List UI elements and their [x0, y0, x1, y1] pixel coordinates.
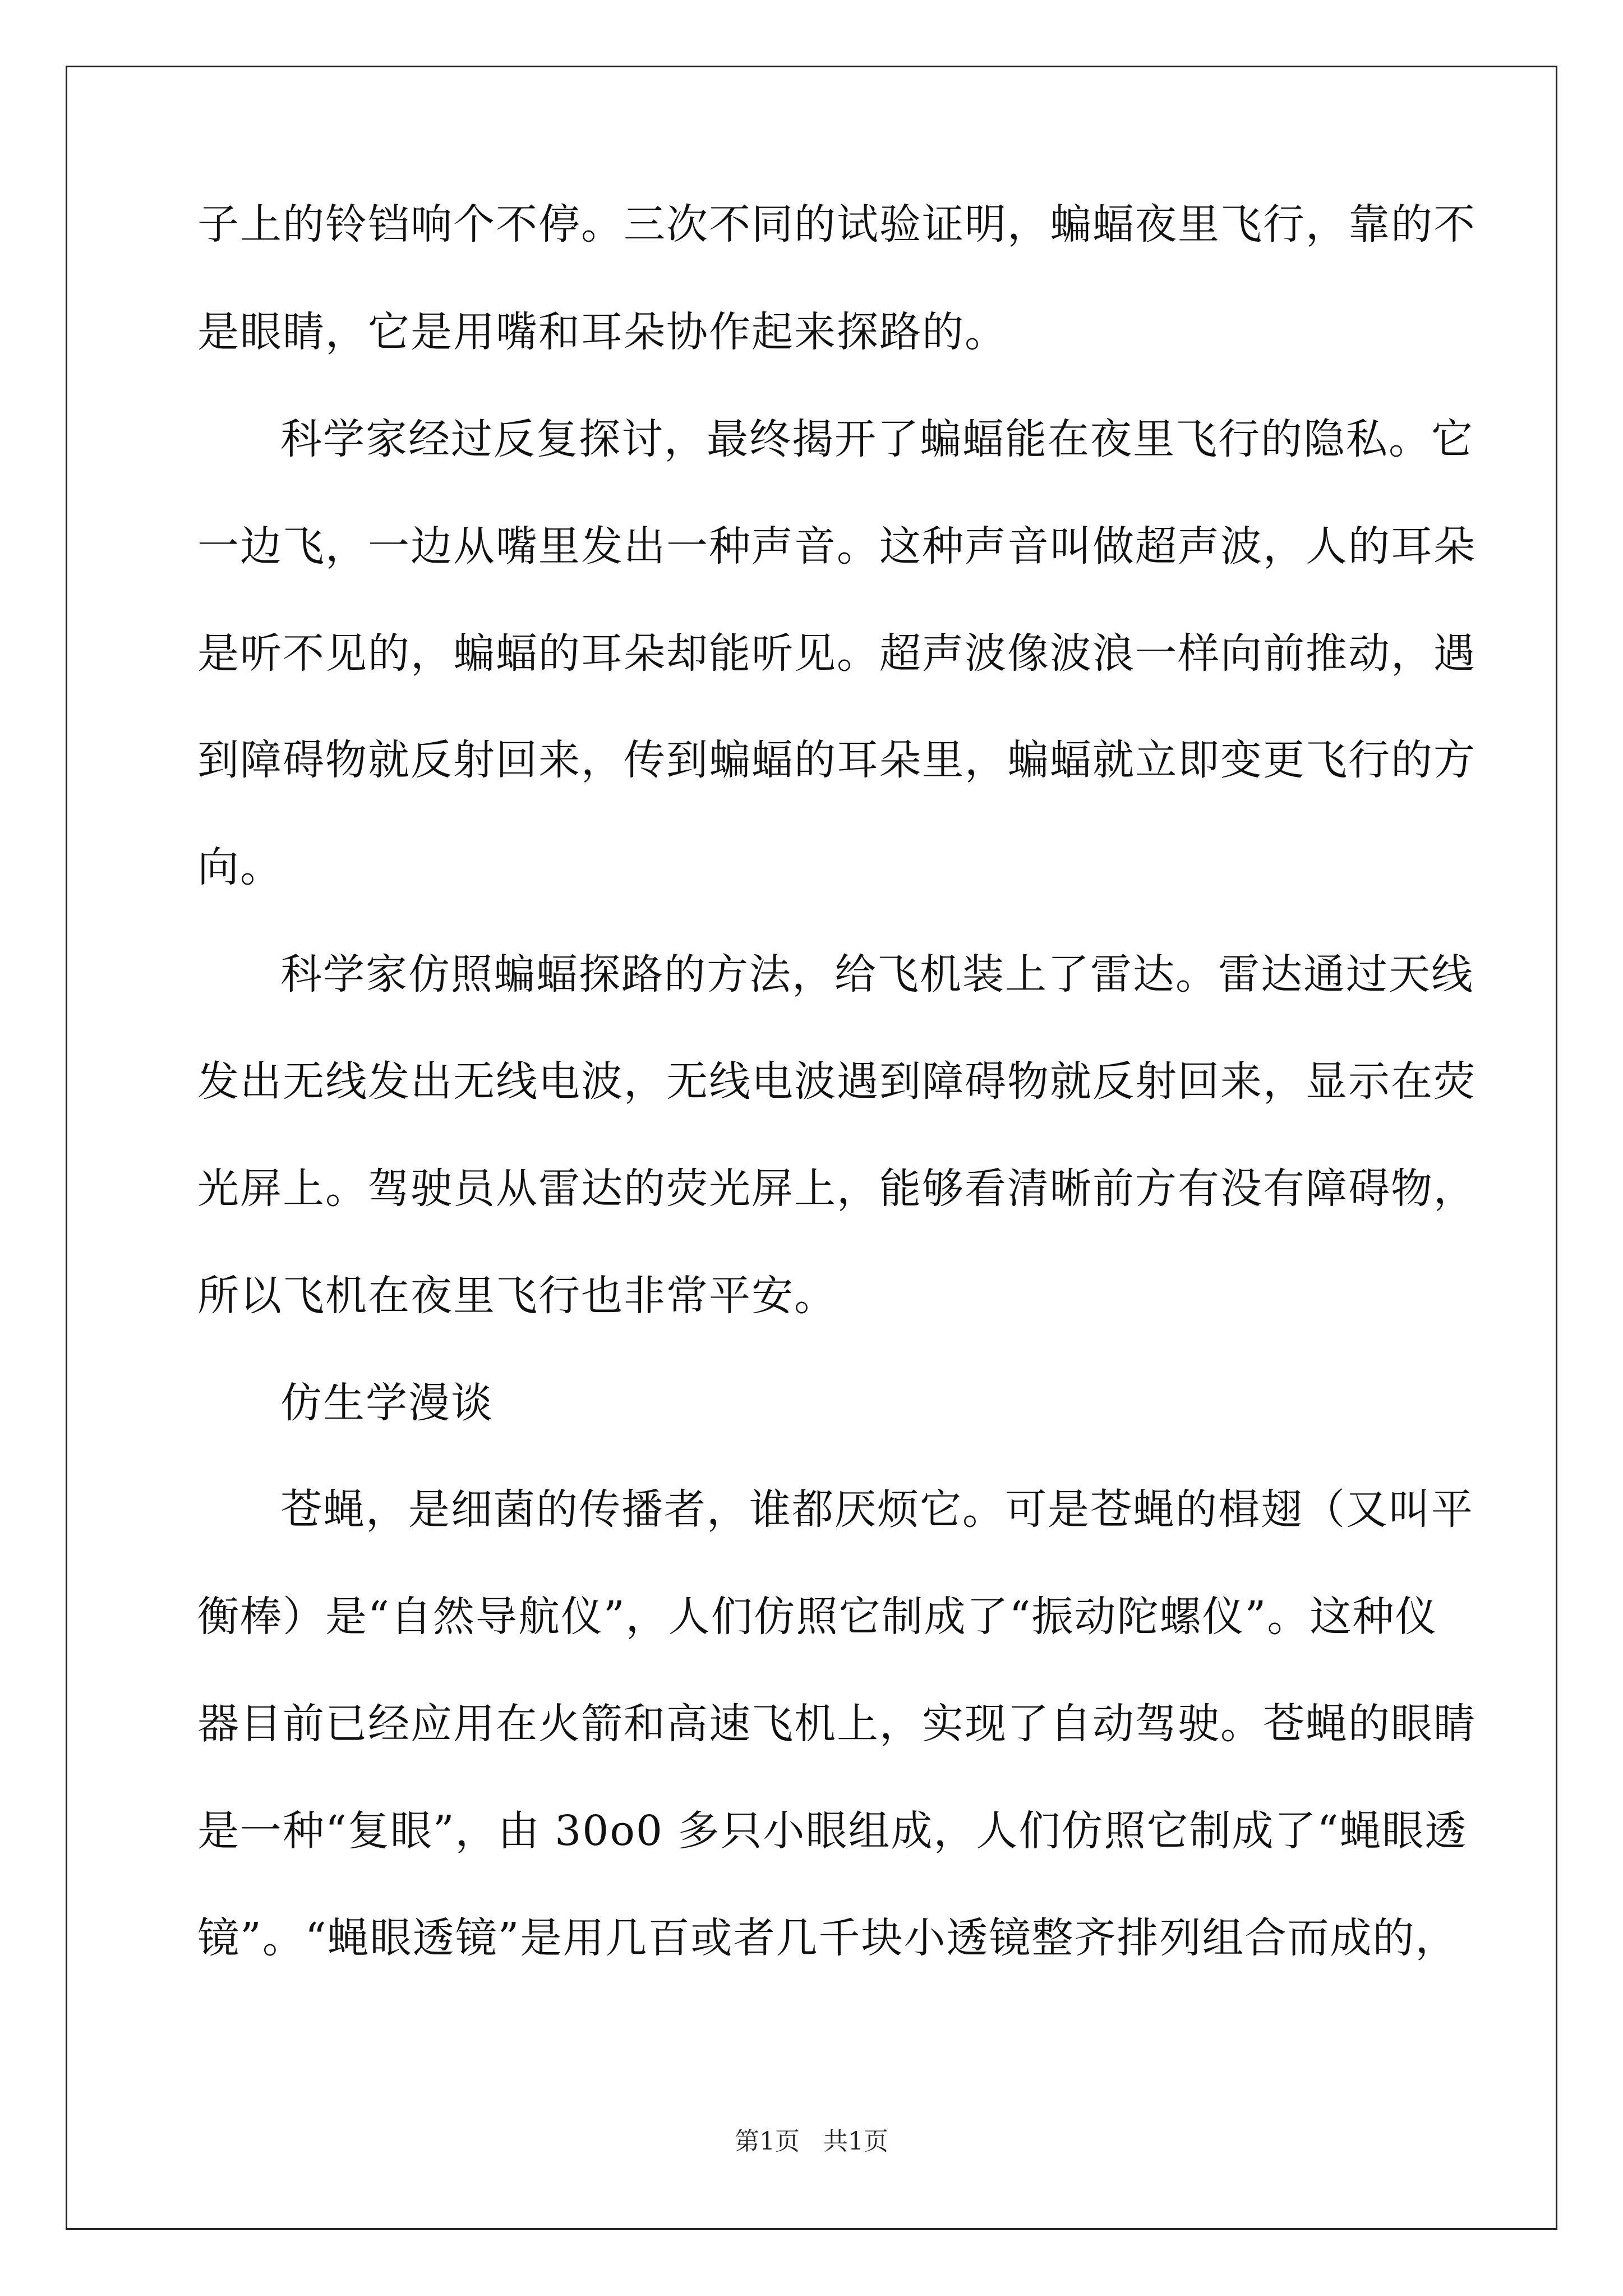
paragraph-first-line: 科学家经过反复探讨，最终揭开了蝙蝠能在夜里飞行的隐私。它 [280, 415, 1474, 463]
text-line: 镜”。“蝇眼透镜”是用几百或者几千块小透镜整齐排列组合而成的， [197, 1914, 1458, 1962]
text-line: 所以飞机在夜里飞行也非常平安。 [197, 1272, 837, 1320]
text-line: 是眼睛，它是用嘴和耳朵协作起来探路的。 [197, 308, 1007, 356]
paragraph-first-line: 苍蝇，是细菌的传播者，谁都厌烦它。可是苍蝇的楫翅（又叫平 [280, 1485, 1474, 1534]
page-number-footer: 第1页 共1页 [735, 2127, 888, 2156]
text-line: 一边飞，一边从嘴里发出一种声音。这种声音叫做超声波，人的耳朵 [197, 522, 1476, 570]
text-line: 衡棒）是“自然导航仪”，人们仿照它制成了“振动陀螺仪”。这种仪 [197, 1593, 1438, 1641]
text-line: 是听不见的，蝙蝠的耳朵却能听见。超声波像波浪一样向前推动，遇 [197, 629, 1476, 678]
text-line: 是一种“复眼”，由 30o0 多只小眼组成，人们仿照它制成了“蝇眼透 [197, 1807, 1468, 1855]
page-border [66, 66, 1557, 2230]
text-line: 到障碍物就反射回来，传到蝙蝠的耳朵里，蝙蝠就立即变更飞行的方 [197, 736, 1476, 784]
text-line: 子上的铃铛响个不停。三次不同的试验证明，蝙蝠夜里飞行，靠的不 [197, 200, 1476, 249]
text-line: 发出无线发出无线电波，无线电波遇到障碍物就反射回来，显示在荧 [197, 1057, 1476, 1106]
section-heading: 仿生学漫谈 [280, 1379, 494, 1427]
paragraph-first-line: 科学家仿照蝙蝠探路的方法，给飞机装上了雷达。雷达通过天线 [280, 950, 1474, 999]
text-line: 向。 [197, 843, 283, 891]
text-line: 器目前已经应用在火箭和高速飞机上，实现了自动驾驶。苍蝇的眼睛 [197, 1700, 1476, 1748]
text-line: 光屏上。驾驶员从雷达的荧光屏上，能够看清晰前方有没有障碍物， [197, 1165, 1476, 1213]
